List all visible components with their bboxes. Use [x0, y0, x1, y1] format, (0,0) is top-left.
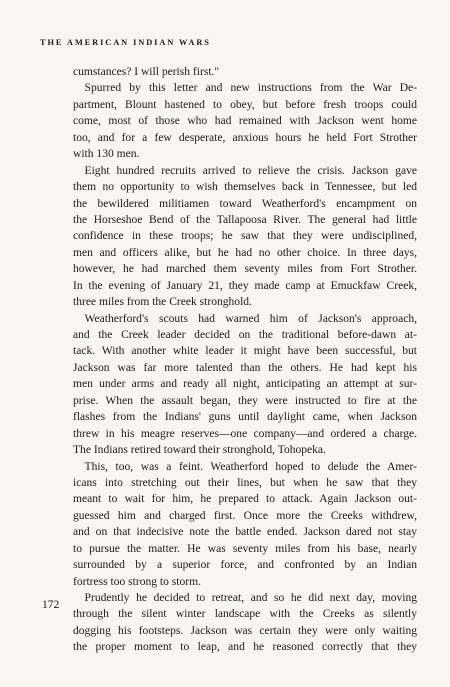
text-line: Spurred by this letter and new instructions from the War De-	[73, 82, 417, 95]
text-line: with 130 men.	[73, 148, 140, 161]
text-line: come, most of those who had remained with Jackson went home	[73, 115, 417, 128]
running-head: THE AMERICAN INDIAN WARS	[40, 38, 211, 47]
text-line: prise. When the assault began, they were instructed to fire at the	[73, 394, 417, 407]
text-line: men and officers alike, but he had no other choice. In three days,	[73, 246, 417, 259]
text-line: Eight hundred recruits arrived to relieve the crisis. Jackson gave	[73, 164, 417, 177]
text-line: icans into stretching out their lines, but when he saw that they	[73, 476, 417, 489]
text-line: the proper moment to leap, and he reasoned correctly that they	[73, 641, 417, 654]
text-line: and on that indecisive note the battle ended. Jackson dared not stay	[73, 526, 417, 539]
text-line: the bewildered militiamen toward Weatherford's encampment on	[73, 197, 417, 210]
page-number: 172	[42, 599, 60, 611]
text-line: Prudently he decided to retreat, and so he did next day, moving	[73, 592, 417, 604]
text-line: guessed him and charged first. Once more the Creeks withdrew,	[73, 509, 417, 522]
text-line: and the Creek leader decided on the traditional before-dawn at-	[73, 329, 417, 341]
text-line: fortress too strong to storm.	[73, 575, 201, 588]
text-line: through the silent winter landscape with the Creeks as silently	[73, 608, 417, 621]
text-line: The Indians retired toward their stronghold, Tohopeka.	[73, 444, 326, 457]
text-line: them no opportunity to wish themselves back in Tennessee, but led	[73, 181, 417, 194]
text-line: meant to wait for him, he prepared to attack. Again Jackson out-	[73, 493, 417, 506]
text-line: In the evening of January 21, they made camp at Emuckfaw Creek,	[73, 279, 417, 292]
text-line: however, he had marched them seventy miles from Fort Strother.	[73, 263, 417, 276]
text-line: too, and for a few desperate, anxious hours he held Fort Strother	[73, 131, 417, 144]
text-line: cumstances? I will perish first."	[73, 66, 220, 78]
text-line: men under arms and ready all night, anticipating an attempt at sur-	[73, 378, 417, 391]
body-text	[73, 64, 417, 656]
text-line: to pursue the matter. He was seventy miles from his base, nearly	[73, 542, 417, 555]
text-line: surrounded by a superior force, and confronted by an Indian	[73, 559, 417, 572]
text-line: This, too, was a feint. Weatherford hoped to delude the Amer-	[73, 460, 417, 473]
text-line: Jackson was far more talented than the others. He had kept his	[73, 361, 417, 374]
text-line: three miles from the Creek stronghold.	[73, 296, 252, 309]
text-line: tack. With another white leader it might have been successful, but	[73, 345, 417, 358]
text-line: threw in his meagre reserves—one company—and ordered a charge.	[73, 427, 417, 440]
text-line: the Horseshoe Bend of the Tallapoosa River. The general had little	[73, 213, 417, 226]
text-line: flashes from the Indians' guns until daylight came, when Jackson	[73, 411, 417, 424]
text-line: partment, Blount hastened to obey, but before fresh troops could	[73, 98, 417, 111]
text-line: confidence in these troops; he saw that they were undisciplined,	[73, 230, 417, 243]
text-line: dogging his footsteps. Jackson was certain they were only waiting	[73, 624, 417, 637]
text-line: Weatherford's scouts had warned him of Jackson's approach,	[73, 312, 417, 325]
